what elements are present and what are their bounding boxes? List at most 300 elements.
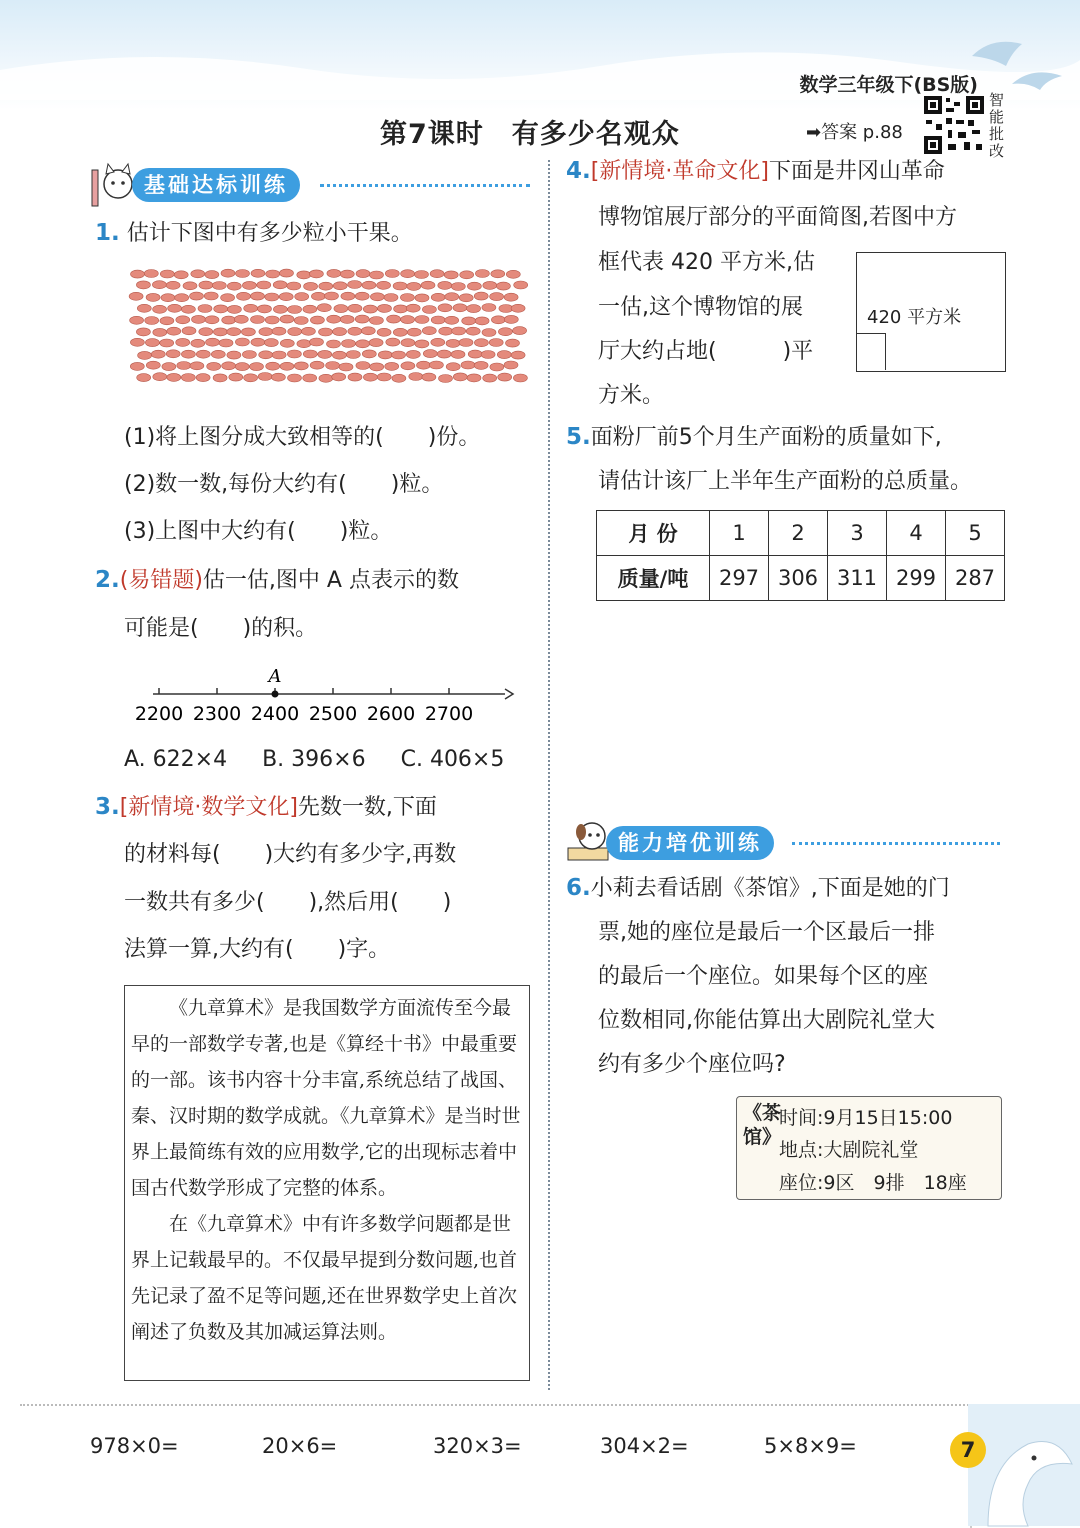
q6-line2: 票,她的座位是最后一个区最后一排 <box>598 920 935 945</box>
dried-fruit <box>257 281 271 289</box>
dried-fruit <box>272 327 286 335</box>
dried-fruit <box>244 304 258 312</box>
table-cell: 1 <box>710 511 769 556</box>
dried-fruit <box>280 315 294 323</box>
dried-fruit <box>153 373 167 381</box>
reading-paragraph-1: 《九章算术》是我国数学方面流传至今最早的一部数学专著,也是《算经十书》中最重要的一部。该书内容十分丰富,系统总结了战国、秦、汉时期的数学成就。《九章算术》是当时世界上最简练有效的应用数学,它的出现标志着中国古代数学形成了完整的体系。 <box>131 997 521 1199</box>
dried-fruit <box>297 340 311 348</box>
dried-fruit <box>167 373 181 381</box>
dried-fruit <box>452 327 466 335</box>
dried-fruit <box>392 351 406 359</box>
unit-square <box>857 333 886 370</box>
table-cell: 311 <box>828 556 887 601</box>
flour-production-table <box>596 510 1005 601</box>
dried-fruit <box>259 328 273 336</box>
dried-fruit <box>446 339 460 347</box>
dried-fruit <box>280 269 294 277</box>
dried-fruit <box>318 350 332 358</box>
dried-fruit <box>384 294 398 302</box>
table-cell: 287 <box>946 556 1005 601</box>
dried-fruit <box>213 328 227 336</box>
question-tag: (易错题) <box>119 568 203 593</box>
dried-fruit <box>265 293 279 301</box>
question-number: 4. <box>566 158 591 184</box>
dried-fruit <box>310 316 324 324</box>
dried-fruit <box>207 362 221 370</box>
q4-line3: 框代表 420 平方米,估 <box>598 250 815 275</box>
dried-fruit <box>310 361 324 369</box>
dried-fruit <box>251 338 265 346</box>
dried-fruit <box>190 362 204 370</box>
dried-fruit <box>235 338 249 346</box>
dried-fruit <box>369 339 383 347</box>
dried-fruit <box>236 270 250 278</box>
point-a <box>272 691 279 698</box>
dried-fruit <box>311 292 325 300</box>
answer-reference: ➡答案 p.88 <box>806 122 903 143</box>
dried-fruit <box>422 306 436 314</box>
dried-fruit <box>196 350 210 358</box>
dried-fruit <box>191 270 205 278</box>
dried-fruit <box>407 282 421 290</box>
dried-fruit <box>221 294 235 302</box>
table-cell: 4 <box>887 511 946 556</box>
question-tag: [新情境·数学文化] <box>119 795 298 820</box>
dried-fruit <box>234 315 248 323</box>
section-advanced-title: 能力培优训练 <box>606 826 774 860</box>
dried-fruit <box>356 362 370 370</box>
dried-fruit <box>235 363 249 371</box>
q4-line5: 厅大约占地( )平 <box>598 339 814 364</box>
dried-fruit <box>423 350 437 358</box>
dried-fruit <box>199 281 213 289</box>
dried-fruit <box>237 292 251 300</box>
dried-fruit <box>251 269 265 277</box>
dried-fruit <box>421 281 435 289</box>
dried-fruit <box>192 315 206 323</box>
dried-fruit-image <box>128 266 532 386</box>
dried-fruit <box>370 293 384 301</box>
dried-fruit <box>401 339 415 347</box>
dried-fruit <box>181 350 195 358</box>
dried-fruit <box>362 350 376 358</box>
dried-fruit <box>437 350 451 358</box>
dried-fruit <box>175 294 189 302</box>
question-1 <box>95 210 413 257</box>
dried-fruit <box>370 271 384 279</box>
page-title: 第7课时 有多少名观众 <box>380 119 680 150</box>
dried-fruit <box>346 351 360 359</box>
dried-fruit <box>146 361 160 369</box>
dried-fruit <box>474 339 488 347</box>
dried-fruit <box>431 293 445 301</box>
dried-fruit <box>136 281 150 289</box>
dried-fruit <box>242 281 256 289</box>
dried-fruit <box>475 317 489 325</box>
dried-fruit <box>205 271 219 279</box>
dried-fruit <box>496 282 510 290</box>
dried-fruit <box>258 305 272 313</box>
dried-fruit <box>295 293 309 301</box>
question-number: 5. <box>566 424 591 450</box>
dried-fruit <box>196 374 210 382</box>
dried-fruit <box>468 350 482 358</box>
dried-fruit <box>177 362 191 370</box>
dried-fruit <box>294 317 308 325</box>
dried-fruit <box>288 306 302 314</box>
q1-sub1: (1)将上图分成大致相等的( )份。 <box>124 425 481 450</box>
dried-fruit <box>242 351 256 359</box>
dried-fruit <box>348 373 362 381</box>
dried-fruit <box>504 361 518 369</box>
page-number-badge: 7 <box>950 1432 986 1468</box>
dried-fruit <box>160 339 174 347</box>
dried-fruit <box>250 363 264 371</box>
dried-fruit <box>297 271 311 279</box>
q2-options <box>124 736 504 783</box>
table-header-cell: 质量/吨 <box>597 556 710 601</box>
dried-fruit <box>259 351 273 359</box>
option-b: B. 396×6 <box>262 747 366 772</box>
reading-material-box <box>124 985 530 1381</box>
qr-code-icon[interactable] <box>924 96 984 154</box>
dried-fruit <box>422 373 436 381</box>
q2-line2: 可能是( )的积。 <box>124 616 318 641</box>
dried-fruit <box>145 317 159 325</box>
dried-fruit <box>161 294 175 302</box>
dried-fruit <box>151 350 165 358</box>
dried-fruit <box>482 304 496 312</box>
dried-fruit <box>130 316 144 324</box>
table-cell: 2 <box>769 511 828 556</box>
dried-fruit <box>152 281 166 289</box>
dried-fruit <box>439 375 453 383</box>
dried-fruit <box>129 292 143 300</box>
q3-line4: 法算一算,大约有( )字。 <box>124 937 391 962</box>
dried-fruit <box>264 339 278 347</box>
dried-fruit <box>489 339 503 347</box>
dried-fruit <box>183 282 197 290</box>
dried-fruit <box>466 327 480 335</box>
table-cell: 306 <box>769 556 828 601</box>
dried-fruit <box>511 351 525 359</box>
dried-fruit <box>348 281 362 289</box>
dried-fruit <box>499 305 513 313</box>
series-label: 数学三年级下(BS版) <box>799 74 978 96</box>
dried-fruit <box>130 338 144 346</box>
dried-fruit <box>497 351 511 359</box>
dried-fruit <box>251 292 265 300</box>
dried-fruit <box>514 281 528 289</box>
question-number: 6. <box>566 875 591 901</box>
qr-label-char: 改 <box>989 142 1005 160</box>
question-text: 估一估,图中 A 点表示的数 <box>202 568 459 593</box>
dried-fruit <box>415 294 429 302</box>
dried-fruit <box>244 374 258 382</box>
dried-fruit <box>422 327 436 335</box>
dried-fruit <box>481 351 495 359</box>
dried-fruit <box>287 350 301 358</box>
dried-fruit <box>370 363 384 371</box>
dried-fruit <box>355 292 369 300</box>
theater-ticket <box>736 1096 1002 1200</box>
calc-exercise: 304×2= <box>600 1434 689 1458</box>
dried-fruit <box>438 281 452 289</box>
dried-fruit <box>166 350 180 358</box>
dried-fruit <box>415 316 429 324</box>
dried-fruit <box>453 304 467 312</box>
dried-fruit <box>327 315 341 323</box>
question-text: 面粉厂前5个月生产面粉的质量如下, <box>590 425 942 450</box>
section-basic-title: 基础达标训练 <box>132 168 300 202</box>
dried-fruit <box>363 305 377 313</box>
dried-fruit <box>506 270 520 278</box>
dried-fruit <box>317 304 331 312</box>
dried-fruit <box>145 339 159 347</box>
option-c: C. 406×5 <box>400 747 505 772</box>
dried-fruit <box>191 339 205 347</box>
dried-fruit <box>369 317 383 325</box>
dried-fruit <box>271 373 285 381</box>
table-cell: 3 <box>828 511 887 556</box>
ticket-seat: 座位:9区 9排 18座 <box>779 1172 967 1194</box>
dried-fruit <box>415 271 429 279</box>
table-cell: 5 <box>946 511 1005 556</box>
dried-fruit <box>212 282 226 290</box>
dried-fruit <box>227 328 241 336</box>
dried-fruit <box>340 270 354 278</box>
dried-fruit <box>144 270 158 278</box>
dried-fruit <box>341 292 355 300</box>
calc-exercise: 320×3= <box>433 1434 522 1458</box>
question-6 <box>566 865 950 912</box>
table-cell: 297 <box>710 556 769 601</box>
dried-fruit <box>483 281 497 289</box>
dried-fruit <box>417 361 431 369</box>
dried-fruit <box>356 270 370 278</box>
dried-fruit <box>162 363 176 371</box>
dried-fruit <box>378 304 392 312</box>
number-line-label: 2300 <box>192 703 242 725</box>
dried-fruit <box>340 315 354 323</box>
dried-fruit <box>303 305 317 313</box>
qr-label-char: 批 <box>989 125 1005 143</box>
question-number: 1. <box>95 220 120 246</box>
dried-fruit <box>467 282 481 290</box>
dried-fruit <box>213 374 227 382</box>
dolphin-icon <box>962 26 1072 92</box>
dried-fruit <box>136 328 150 336</box>
dried-fruit <box>459 339 473 347</box>
calc-exercise: 978×0= <box>90 1434 179 1458</box>
dried-fruit <box>319 374 333 382</box>
dried-fruit <box>474 361 488 369</box>
table-header-cell: 月 份 <box>597 511 710 556</box>
dried-fruit <box>153 328 167 336</box>
dried-fruit <box>265 316 279 324</box>
dried-fruit <box>445 293 459 301</box>
dried-fruit <box>407 328 421 336</box>
dried-fruit <box>153 305 167 313</box>
calc-exercise: 20×6= <box>262 1434 338 1458</box>
dried-fruit <box>272 351 286 359</box>
dried-fruit <box>483 374 497 382</box>
question-2 <box>95 557 459 604</box>
dried-fruit <box>406 304 420 312</box>
dried-fruit <box>287 282 301 290</box>
dried-fruit <box>459 294 473 302</box>
dried-fruit <box>498 373 512 381</box>
dried-fruit <box>222 362 236 370</box>
dried-fruit <box>363 373 377 381</box>
dried-fruit <box>227 305 241 313</box>
q5-line2: 请估计该厂上半年生产面粉的总质量。 <box>598 469 973 494</box>
calc-exercise: 5×8×9= <box>764 1434 857 1458</box>
dried-fruit <box>394 305 408 313</box>
dried-fruit <box>288 374 302 382</box>
dried-fruit <box>266 362 280 370</box>
qr-label-char: 智 <box>989 91 1005 109</box>
dried-fruit <box>498 328 512 336</box>
dried-fruit <box>430 270 444 278</box>
dried-fruit <box>451 283 465 291</box>
dried-fruit <box>160 317 174 325</box>
dried-fruit <box>491 270 505 278</box>
question-text: 估计下图中有多少粒小干果。 <box>126 221 413 246</box>
table-row <box>597 511 1005 556</box>
dried-fruit <box>137 374 151 382</box>
dried-fruit <box>506 339 520 347</box>
dried-fruit <box>401 362 415 370</box>
question-number: 3. <box>95 794 120 820</box>
dried-fruit <box>462 317 476 325</box>
dried-fruit <box>451 350 465 358</box>
dried-fruit <box>176 316 190 324</box>
dried-fruit <box>490 363 504 371</box>
number-line-label: 2200 <box>134 703 184 725</box>
dried-fruit <box>326 362 340 370</box>
reading-paragraph-2: 在《九章算术》中有许多数学问题都是世界上记载最早的。不仅最早提到分数问题,也首先记录了盈不足等问题,还在世界数学史上首次阐述了负数及其加减运算法则。 <box>131 1213 518 1343</box>
dried-fruit <box>273 281 287 289</box>
dried-fruit <box>385 362 399 370</box>
question-text: 小莉去看话剧《茶馆》,下面是她的门 <box>590 876 950 901</box>
dried-fruit <box>356 340 370 348</box>
question-text: 下面是井冈山革命 <box>768 159 945 184</box>
dried-fruit <box>362 281 376 289</box>
dried-fruit <box>190 292 204 300</box>
question-3 <box>95 784 437 831</box>
dried-fruit <box>303 374 317 382</box>
dried-fruit <box>131 270 145 278</box>
dried-fruit <box>406 350 420 358</box>
dried-fruit <box>174 271 188 279</box>
dried-fruit <box>377 328 391 336</box>
question-tag: [新情境·革命文化] <box>590 159 769 184</box>
section-dots <box>320 184 530 187</box>
dried-fruit <box>273 305 287 313</box>
dried-fruit <box>467 305 481 313</box>
dried-fruit <box>334 305 348 313</box>
ticket-time: 时间:9月15日15:00 <box>779 1107 953 1129</box>
dried-fruit <box>444 271 458 279</box>
dried-fruit <box>182 327 196 335</box>
footer-background <box>20 1404 972 1528</box>
q6-line4: 位数相同,你能估算出大剧院礼堂大 <box>598 1008 935 1033</box>
dried-fruit <box>460 271 474 279</box>
dried-fruit <box>386 338 400 346</box>
dried-fruit <box>319 328 333 336</box>
dried-fruit <box>361 327 375 335</box>
option-a: A. 622×4 <box>124 747 228 772</box>
q3-line3: 一数共有多少( ),然后用( ) <box>124 890 452 915</box>
dried-fruit <box>167 327 181 335</box>
dried-fruit <box>415 340 429 348</box>
dried-fruit <box>303 350 317 358</box>
dried-fruit <box>378 351 392 359</box>
dried-fruit <box>393 328 407 336</box>
dried-fruit <box>445 316 459 324</box>
dried-fruit <box>339 363 353 371</box>
qr-label <box>989 92 1007 160</box>
q6-line5: 约有多少个座位吗? <box>598 1052 786 1077</box>
dried-fruit <box>288 328 302 336</box>
dried-fruit <box>280 339 294 347</box>
dried-fruit <box>205 316 219 324</box>
museum-floor-plan <box>856 252 1006 372</box>
number-line-label: 2500 <box>308 703 358 725</box>
dried-fruit <box>227 351 241 359</box>
q1-sub3: (3)上图中大约有( )粒。 <box>124 519 393 544</box>
dried-fruit <box>219 339 233 347</box>
dolphin-corner-icon <box>968 1404 1080 1526</box>
dried-fruit <box>392 374 406 382</box>
dried-fruit <box>319 282 333 290</box>
dried-fruit <box>168 304 182 312</box>
dried-fruit <box>387 315 401 323</box>
dried-fruit <box>206 338 220 346</box>
dried-fruit <box>446 363 460 371</box>
dried-fruit <box>181 374 195 382</box>
q3-line2: 的材料每( )大约有多少字,再数 <box>124 842 457 867</box>
dried-fruit <box>304 282 318 290</box>
dried-fruit <box>327 269 341 277</box>
dried-fruit <box>348 304 362 312</box>
dried-fruit <box>504 293 518 301</box>
dried-fruit <box>266 270 280 278</box>
dried-fruit <box>138 351 152 359</box>
number-line-label: 2400 <box>250 703 300 725</box>
dried-fruit <box>409 373 423 381</box>
table-cell: 299 <box>887 556 946 601</box>
number-line-label: 2600 <box>366 703 416 725</box>
dried-fruit <box>309 270 323 278</box>
footer <box>0 1404 1080 1526</box>
dried-fruit <box>461 361 475 369</box>
dried-fruit <box>221 269 235 277</box>
dried-fruit <box>475 270 489 278</box>
dried-fruit <box>342 340 356 348</box>
question-text: 先数一数,下面 <box>297 795 437 820</box>
dried-fruit <box>511 304 525 312</box>
dried-fruit <box>166 281 180 289</box>
dried-fruit <box>431 316 445 324</box>
dried-fruit <box>504 315 518 323</box>
dried-fruit <box>453 373 467 381</box>
dried-fruit <box>280 362 294 370</box>
dried-fruit <box>181 305 195 313</box>
dried-fruit <box>146 293 160 301</box>
dried-fruit <box>400 294 414 302</box>
